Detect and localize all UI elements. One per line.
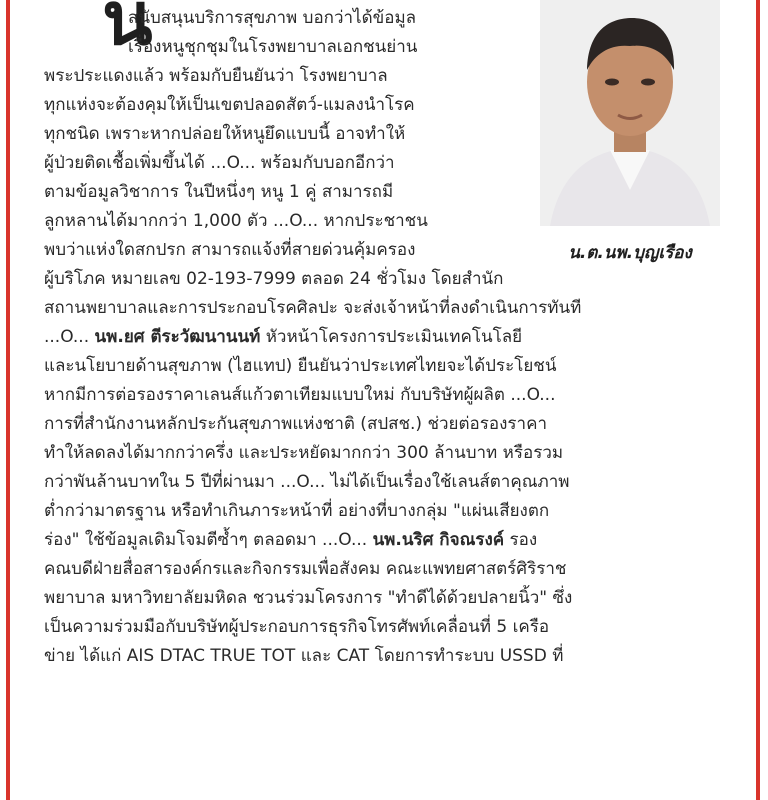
article-line: ตามข้อมูลวิชาการ ในปีหนึ่งๆ หนู 1 คู่ สามารถมี <box>44 182 394 202</box>
article-line: ทำให้ลดลงได้มากกว่าครึ่ง และประหยัดมากกว่า 300 ล้านบาท หรือรวม <box>44 443 564 463</box>
portrait-photo <box>540 0 720 226</box>
line-text: หัวหน้าโครงการประเมินเทคโนโลยี <box>265 327 523 347</box>
article-line: ทุกชนิด เพราะหากปล่อยให้หนูยึดแบบนี้ อาจทำให้ <box>44 124 406 144</box>
left-red-border <box>6 0 10 800</box>
article-line: พบว่าแห่งใดสกปรก สามารถแจ้งที่สายด่วนคุ้มครอง <box>44 240 416 260</box>
article-line: ทุกแห่งจะต้องคุมให้เป็นเขตปลอดสัตว์-แมลงนำโรค <box>44 95 415 115</box>
article-line: คณบดีฝ่ายสื่อสารองค์กรและกิจกรรมเพื่อสังคม คณะแพทยศาสตร์ศิริราช <box>44 559 567 579</box>
article-line: สนับสนุนบริการสุขภาพ บอกว่าได้ข้อมูล <box>128 8 417 28</box>
article-line-with-name <box>44 525 720 555</box>
person-name: นพ.นริศ กิจณรงค์ <box>372 530 505 550</box>
photo-caption: น.ต.นพ.บุญเรือง <box>568 243 692 263</box>
article-line: และนโยบายด้านสุขภาพ (ไฮแทป) ยืนยันว่าประเทศไทยจะได้ประโยชน์ <box>44 356 557 376</box>
article-line: พระประแดงแล้ว พร้อมกับยืนยันว่า โรงพยาบาล <box>44 66 388 86</box>
article-line: พยาบาล มหาวิทยาลัยมหิดล ชวนร่วมโครงการ "ทำดีได้ด้วยปลายนิ้ว" ซึ่ง <box>44 588 573 608</box>
article-line: กว่าพันล้านบาทใน 5 ปีที่ผ่านมา ...O... ไม่ได้เป็นเรื่องใช้เลนส์ตาคุณภาพ <box>44 472 570 492</box>
article-line: ต่ำกว่ามาตรฐาน หรือทำเกินภาระหน้าที่ อย่างที่บางกลุ่ม "แผ่นเสียงตก <box>44 501 550 521</box>
article-line: เรื่องหนูชุกชุมในโรงพยาบาลเอกชนย่าน <box>128 37 418 57</box>
portrait-illustration <box>540 0 720 226</box>
article-line: ข่าย ได้แก่ AIS DTAC TRUE TOT และ CAT โดยการทำระบบ USSD ที่ <box>44 646 564 666</box>
person-name: นพ.ยศ ตีระวัฒนานนท์ <box>94 327 261 347</box>
article-line: ผู้ป่วยติดเชื้อเพิ่มขึ้นได้ ...O... พร้อมกับบอกอีกว่า <box>44 153 395 173</box>
right-red-border <box>756 0 760 800</box>
line-text: รอง <box>509 530 538 550</box>
article-line: สถานพยาบาลและการประกอบโรคศิลปะ จะส่งเจ้าหน้าที่ลงดำเนินการทันที <box>44 298 582 318</box>
article-line-with-name <box>44 322 720 352</box>
ellipsis-marker: ...O... <box>44 327 90 347</box>
article-line: การที่สำนักงานหลักประกันสุขภาพแห่งชาติ (สปสช.) ช่วยต่อรองราคา <box>44 414 547 434</box>
article-line: ลูกหลานได้มากกว่า 1,000 ตัว ...O... หากประชาชน <box>44 211 428 231</box>
article-line: ผู้บริโภค หมายเลข 02-193-7999 ตลอด 24 ชั่วโมง โดยสำนัก <box>44 269 504 289</box>
article-line: เป็นความร่วมมือกับบริษัทผู้ประกอบการธุรกิจโทรศัพท์เคลื่อนที่ 5 เครือ <box>44 617 550 637</box>
drop-cap: น <box>102 0 153 62</box>
article-line: หากมีการต่อรองราคาเลนส์แก้วตาเทียมแบบใหม่ กับบริษัทผู้ผลิต ...O... <box>44 385 556 405</box>
line-text: ร่อง" ใช้ข้อมูลเดิมโจมตีซ้ำๆ ตลอดมา ...O... <box>44 530 368 550</box>
